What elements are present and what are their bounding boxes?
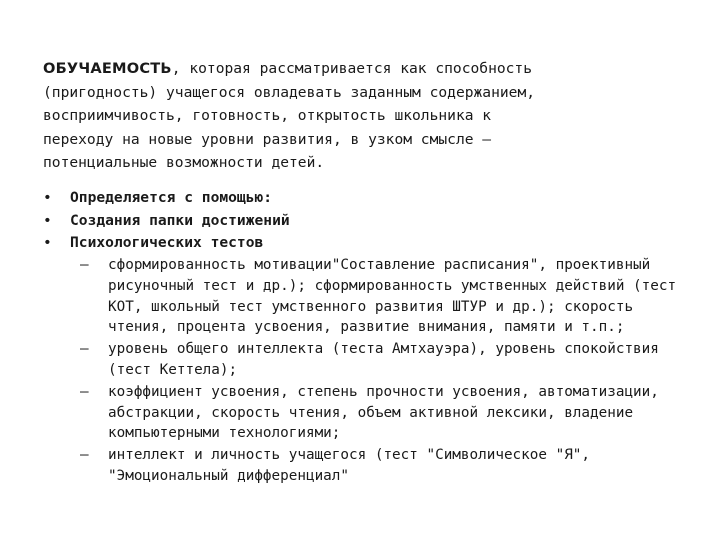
sub-item-marker: – <box>80 257 89 273</box>
bullet-text: Определяется с помощью: <box>70 189 273 206</box>
sub-item <box>80 255 690 338</box>
definition-term: ОБУЧАЕМОСТЬ <box>43 60 172 77</box>
sub-item-marker: – <box>80 383 89 400</box>
bullet-list <box>43 187 683 255</box>
sub-item-list <box>80 255 690 488</box>
sub-item <box>80 445 690 487</box>
definition-text: , которая рассматривается как способность (пригодность) учащегося овладевать заданным содержанием, восприимчивость, готовность, открытость школьника к переходу на новые уровни развития, в узком смысле – потенциальные возможности детей. <box>43 60 536 171</box>
bullet-marker: • <box>43 234 52 251</box>
sub-item-text: уровень общего интеллекта (теста Амтхауэра), уровень спокойствия (тест Кеттела); <box>108 341 659 378</box>
sub-item <box>80 382 690 444</box>
bullet-marker: • <box>43 211 52 229</box>
definition-paragraph <box>43 57 683 175</box>
bullet-marker: • <box>43 189 52 206</box>
sub-item <box>80 339 690 381</box>
bullet-item <box>43 187 683 210</box>
bullet-text: Создания папки достижений <box>70 211 290 229</box>
sub-item-text: сформированность мотивации"Составление расписания", проективный рисуночный тест и др.); сформированность умственных действий (тест КОТ, школьный тест умственного развития ШТУР и др.); скорость чтения, процента усвоения, развитие внимания, памяти и т.п.; <box>108 257 677 336</box>
bullet-text: Психологических тестов <box>70 234 264 251</box>
bullet-item <box>43 232 683 255</box>
sub-item-text: коэффициент усвоения, степень прочности усвоения, автоматизации, абстракции, скорость чтения, объем активной лексики, владение компьютерными технологиями; <box>108 383 659 442</box>
bullet-item <box>43 210 683 233</box>
sub-item-text: интеллект и личность учащегося (тест "Символическое "Я", "Эмоциональный дифференциал" <box>108 447 591 484</box>
sub-item-marker: – <box>80 447 89 464</box>
sub-item-marker: – <box>80 341 89 358</box>
